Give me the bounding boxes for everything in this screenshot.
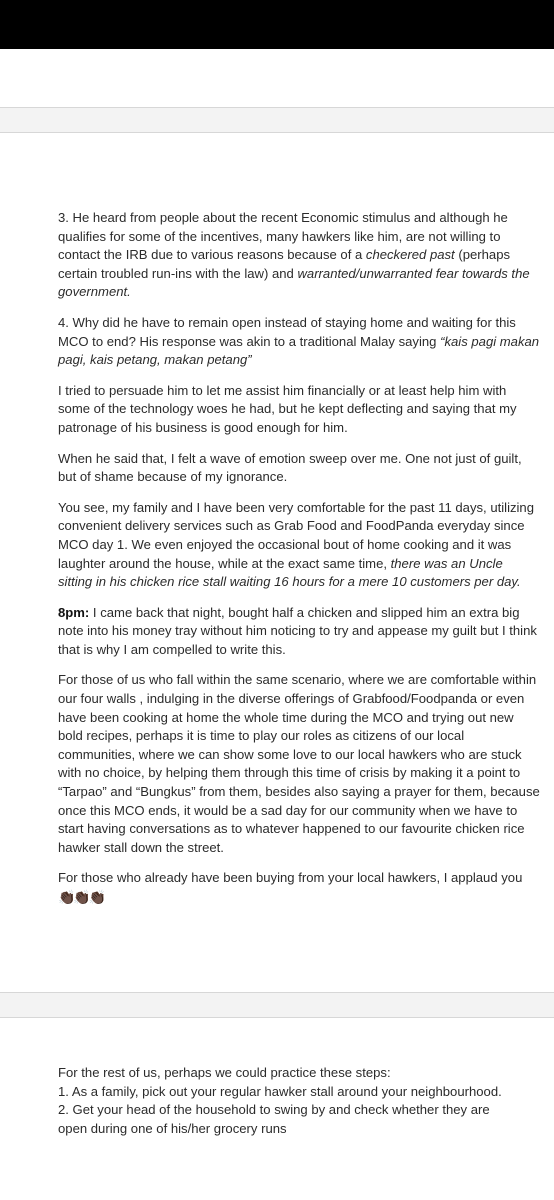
text-run: 4. Why did he have to remain open instead of staying home and waiting for this MCO to end? His response was akin to a traditional Malay saying [58, 314, 516, 349]
status-bar [0, 0, 554, 49]
page-content [58, 209, 540, 920]
step-item: 1. As a family, pick out your regular hawker stall around your neighbourhood. [58, 1083, 502, 1099]
italic-run: “kais pagi makan pagi, kais petang, makan petang” [58, 333, 540, 368]
step-item: open during one of his/her grocery runs [58, 1120, 287, 1136]
paragraph-3 [58, 209, 540, 302]
paragraph-9: For those of us who fall within the same scenario, where we are comfortable within our four walls , indulging in the diverse offerings of Grabfood/Foodpanda or even have been cooking at home the whole time during the MCO and trying out new bold recipes, perhaps it is time to play our roles as citizens of our local communities, where we can show some love to our local hawkers who are stuck with no choice, by helping them through this time of crisis by making it a point to “Tarpao” and “Bungkus” from them, besides also saying a prayer for them, because once this MCO ends, it would be a sad day for our community when we have to start having conversations as to whatever happened to our favourite chicken rice hawker stall down the street. [58, 672, 540, 855]
time-label: 8pm: [58, 604, 90, 620]
paragraph-6: When he said that, I felt a wave of emotion sweep over me. One not just of guilt, but of shame because of my ignorance. [58, 450, 522, 485]
text-run: I came back that night, bought half a chicken and slipped him an extra big note into his money tray without him noticing to try and appease my guilt but I think that is why I am compelled to write this. [58, 604, 537, 657]
step-item: 2. Get your head of the household to swing by and check whether they are [58, 1102, 490, 1118]
page-content [58, 1064, 540, 1138]
italic-run: checkered past [365, 247, 455, 263]
paragraph-8 [58, 604, 540, 660]
steps-intro: For the rest of us, perhaps we could practice these steps: [58, 1065, 391, 1080]
page-separator [0, 992, 554, 1018]
italic-run: there was an Uncle sitting in his chicken rice stall waiting 16 hours for a mere 10 customers per day. [58, 555, 521, 590]
page-top-margin [0, 49, 554, 107]
text-run: 3. He heard from people about the recent Economic stimulus and although he qualifies for some of the incentives, many hawkers like him, are not willing to contact the IRB due to various reasons because of a [58, 210, 508, 263]
paragraph-10 [58, 869, 540, 907]
page-separator [0, 107, 554, 133]
paragraph-7 [58, 499, 540, 592]
text-run: For those who already have been buying from your local hawkers, I applaud you [58, 870, 523, 886]
paragraph-5: I tried to persuade him to let me assist him financially or at least help him with some of the technology woes he had, but he kept deflecting and saying that my patronage of his business is good enough for him. [58, 382, 517, 435]
clapping-hands-icon: 👏🏿👏🏿👏🏿 [58, 889, 105, 905]
paragraph-4 [58, 314, 540, 370]
document-page [0, 1018, 554, 1200]
document-page [0, 133, 554, 991]
text-run: (perhaps certain troubled run-ins with the law) and [58, 247, 511, 281]
italic-run: warranted/unwarranted fear towards the government. [58, 265, 530, 300]
text-run: You see, my family and I have been very comfortable for the past 11 days, utilizing convenient delivery services such as Grab Food and FoodPanda everyday since MCO day 1. We even enjoyed the occasional bout of home cooking and it was laughter around the house, while at the exact same time, [58, 499, 534, 571]
